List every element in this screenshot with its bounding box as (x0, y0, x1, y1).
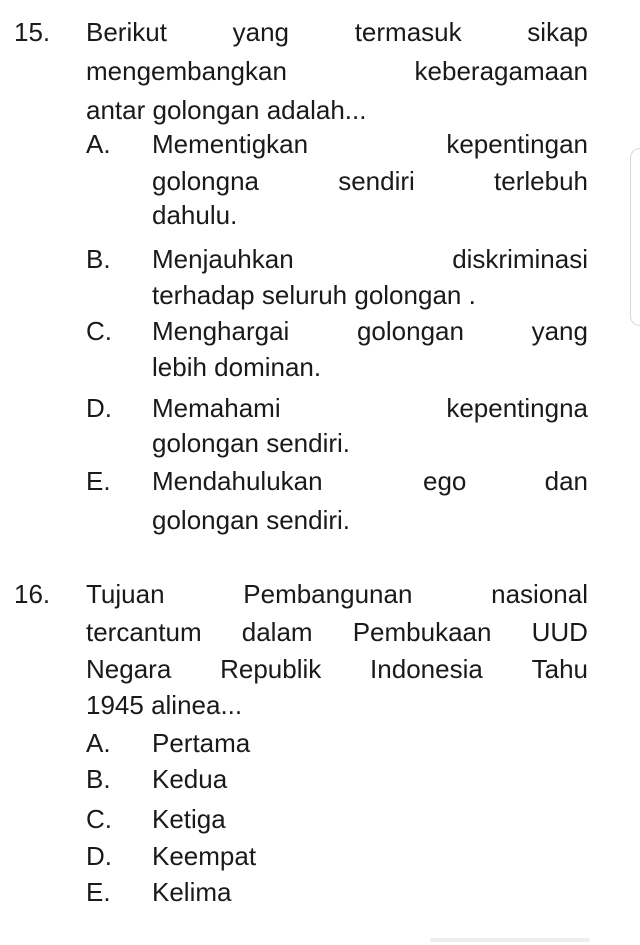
option-text-line: Ketiga (152, 804, 226, 834)
option-text-line: Mementigkan kepentingan (152, 129, 588, 159)
option-letter: B. (86, 764, 111, 794)
option-letter: A. (86, 728, 111, 758)
question-number: 16. (14, 579, 51, 609)
question-stem-line: Negara Republik Indonesia Tahu (86, 654, 588, 684)
option-letter: D. (86, 393, 112, 423)
option-text-line: golongna sendiri terlebuh (152, 166, 588, 196)
option-text-line: Kedua (152, 764, 228, 794)
option-text-line: Keempat (152, 841, 257, 871)
option-text-line: lebih dominan. (152, 352, 322, 382)
option-text-line: terhadap seluruh golongan . (152, 280, 476, 310)
bottom-edge-bar (430, 938, 590, 942)
option-text-line: Kelima (152, 877, 232, 907)
option-letter: B. (86, 244, 111, 274)
option-letter: E. (86, 466, 111, 496)
option-text-line: golongan sendiri. (152, 505, 351, 535)
question-stem-line: Berikut yang termasuk sikap (86, 17, 588, 47)
option-text-line: Menjauhkan diskriminasi (152, 244, 588, 274)
option-text-line: golongan sendiri. (152, 428, 351, 458)
option-text-line: Memahami kepentingna (152, 393, 588, 423)
document-page: 15. Berikut yang termasuk sikap mengembangkan keberagamaan antar golongan adalah... A. Mementigkan kepentingan golongna sendiri terlebuh dahulu. B. Menjauhkan diskriminasi terhadap seluruh golongan . C. Menghargai golongan yang lebih dominan. D. Memahami kepentingna golongan sendiri. E. Mendahulukan ego dan golongan sendiri. 16. Tujuan Pembangunan nasional tercantum dalam Pembukaan UUD Negara Republik Indonesia Tahu 1945 alinea... A. Pertama B. Kedua C. Ketiga D. Keempat E. Kelima (0, 0, 640, 945)
option-text-line: Pertama (152, 728, 251, 758)
question-stem-line: tercantum dalam Pembukaan UUD (86, 617, 588, 647)
question-stem-line: Tujuan Pembangunan nasional (86, 579, 588, 609)
option-letter: A. (86, 129, 111, 159)
question-stem-line: mengembangkan keberagamaan (86, 56, 588, 86)
question-number: 15. (14, 17, 51, 47)
scroll-edge-handle[interactable] (630, 148, 640, 326)
option-text-line: dahulu. (152, 200, 238, 230)
option-letter: D. (86, 841, 112, 871)
option-letter: C. (86, 316, 112, 346)
option-letter: E. (86, 877, 111, 907)
question-stem-line: antar golongan adalah... (86, 95, 367, 125)
option-text-line: Menghargai golongan yang (152, 316, 588, 346)
option-letter: C. (86, 804, 112, 834)
question-stem-line: 1945 alinea... (86, 690, 243, 720)
